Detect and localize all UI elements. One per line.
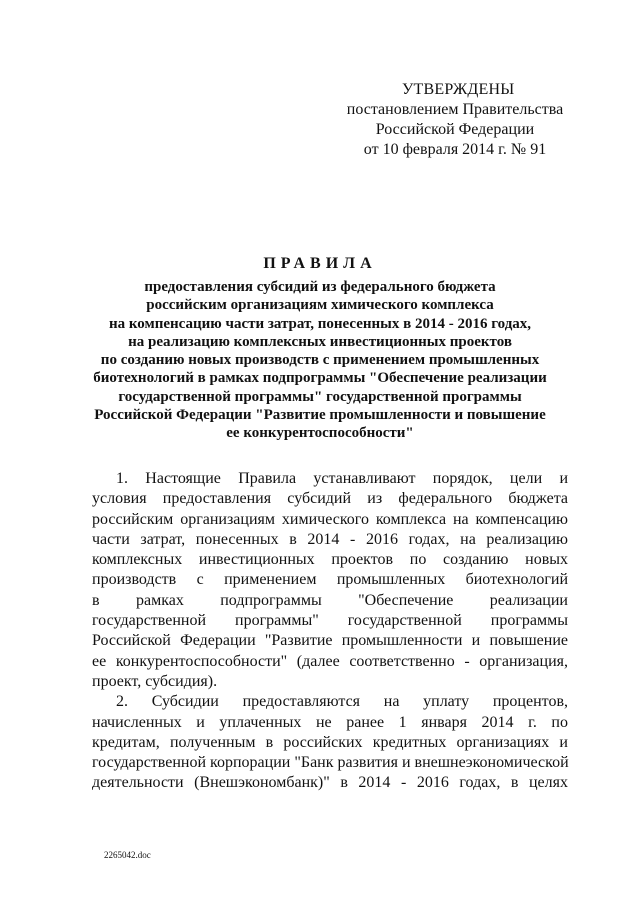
approval-block <box>340 80 570 160</box>
document-body <box>92 469 568 794</box>
document-file-code: 2265042.doc <box>104 850 151 860</box>
paragraph-line: государственной корпорации "Банк развития и внешнеэкономической <box>92 754 569 772</box>
paragraph-line: государственной программы" государственной программы <box>92 612 568 630</box>
paragraph-1 <box>92 469 568 692</box>
approval-line-1: постановлением Правительства <box>346 101 564 118</box>
subtitle-line: ее конкурентоспособности" <box>226 425 414 442</box>
paragraph-line: части затрат, понесенных в 2014 - 2016 годах, на реализацию <box>92 530 568 548</box>
subtitle-line: предоставления субсидий из федерального бюджета <box>144 279 496 295</box>
subtitle-line: Российской Федерации "Развитие промышленности и повышение <box>94 407 546 424</box>
paragraph-line: производств с применением промышленных биотехнологий <box>92 571 568 589</box>
paragraph-line: 2. Субсидии предоставляются на уплату процентов, <box>116 693 568 711</box>
subtitle-line: на компенсацию части затрат, понесенных в 2014 - 2016 годах, <box>108 315 532 332</box>
paragraph-line: условия предоставления субсидий из федерального бюджета <box>92 490 568 508</box>
approval-line-3: от 10 февраля 2014 г. № 91 <box>363 141 547 158</box>
document-subtitle <box>70 278 570 443</box>
document-title: ПРАВИЛА <box>263 255 377 272</box>
approval-heading: УТВЕРЖДЕНЫ <box>402 81 515 98</box>
paragraph-line: деятельности (Внешэкономбанк)" в 2014 - 2016 годах, в целях <box>92 774 568 792</box>
subtitle-line: биотехнологий в рамках подпрограммы "Обеспечение реализации <box>93 370 547 387</box>
paragraph-line: проект, субсидия). <box>92 672 218 690</box>
paragraph-line: комплексных инвестиционных проектов по созданию новых <box>92 551 568 569</box>
paragraph-line: в рамках подпрограммы "Обеспечение реализации <box>92 591 568 609</box>
paragraph-line: 1. Настоящие Правила устанавливают порядок, цели и <box>116 470 568 487</box>
subtitle-line: российским организациям химического комплекса <box>146 297 494 314</box>
paragraph-line: ее конкурентоспособности" (далее соответственно - организация, <box>92 652 568 670</box>
subtitle-line: государственной программы" государственной программы <box>118 388 522 405</box>
paragraph-line: кредитам, полученным в российских кредитных организациях и <box>92 733 568 751</box>
subtitle-line: по созданию новых производств с применением промышленных <box>100 352 540 369</box>
paragraph-2 <box>92 692 568 793</box>
subtitle-line: на реализацию комплексных инвестиционных проектов <box>128 333 512 350</box>
paragraph-line: начисленных и уплаченных не ранее 1 января 2014 г. по <box>92 713 568 731</box>
approval-line-2: Российской Федерации <box>375 121 535 138</box>
paragraph-line: российским организациям химического комплекса на компенсацию <box>92 510 568 528</box>
paragraph-line: Российской Федерации "Развитие промышленности и повышение <box>92 632 568 650</box>
